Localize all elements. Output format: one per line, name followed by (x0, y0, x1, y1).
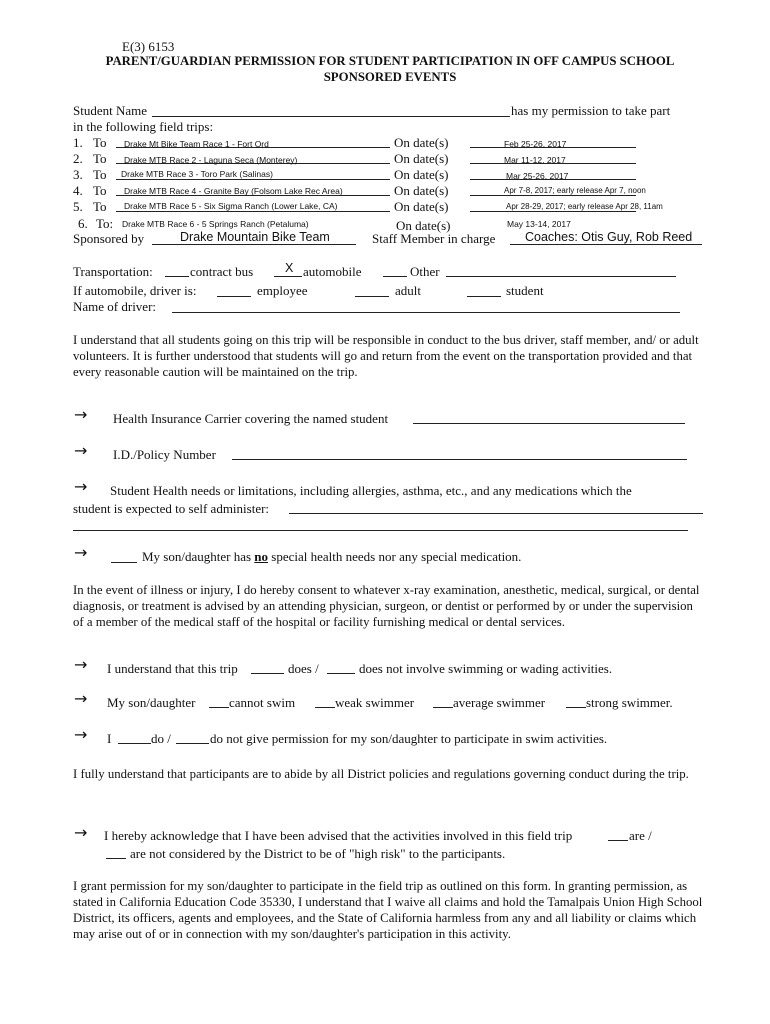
arrow-icon: → (74, 689, 88, 708)
high-risk-are-blank[interactable] (608, 831, 628, 841)
trip-destination: Drake MTB Race 2 - Laguna Seca (Monterey) (124, 155, 298, 165)
student-name-field[interactable] (152, 106, 510, 117)
title-line-2: SPONSORED EVENTS (323, 70, 457, 84)
employee-checkbox[interactable] (217, 287, 251, 297)
trip-to-label: To (93, 167, 107, 182)
trip-to-label: To: (96, 216, 114, 231)
high-risk-line-1: I hereby acknowledge that I have been advised that the activities involved in this field trip (104, 828, 573, 843)
no-health-needs-statement: My son/daughter has no special health needs nor any special medication. (142, 549, 522, 564)
trip-to-label: To (93, 199, 107, 214)
trip-num: 6. (78, 216, 88, 231)
cannot-swim-label: cannot swim (229, 695, 296, 710)
trip-to-label: To (93, 135, 107, 150)
automobile-mark: X (285, 261, 294, 275)
high-risk-are-not-blank[interactable] (106, 849, 126, 859)
consent-paragraph: In the event of illness or injury, I do hereby consent to whatever x-ray examination, anesthetic, medical, surgical, or dental diagnosis, or treatment is advised by an attending physician, surgeon, or dentist or performed by or under the supervision of a member of the medical staff of the hospital or facility furnishing medical or dental services. (73, 583, 700, 629)
automobile-label: automobile (303, 264, 362, 279)
trip-on-date-label: On date(s) (394, 135, 449, 150)
trip-num: 4. (73, 183, 83, 198)
trip-on-date-label: On date(s) (394, 199, 449, 214)
health-needs-line-1: Student Health needs or limitations, including allergies, asthma, etc., and any medications which the (110, 483, 632, 498)
arrow-icon: → (74, 543, 88, 562)
staff-label: Staff Member in charge (372, 231, 496, 246)
conduct-paragraph: I understand that all students going on this trip will be responsible in conduct to the bus driver, staff member, and/ or adult volunteers. It is further understood that students will go and return from the event on the transportation provided and that every reasonable caution will be maintained on the trip. (73, 333, 699, 379)
trip-date: Feb 25-26, 2017 (504, 139, 567, 149)
staff-value: Coaches: Otis Guy, Rob Reed (525, 230, 693, 244)
health-insurance-field[interactable] (413, 414, 685, 424)
trip-on-date-label: On date(s) (396, 218, 451, 233)
title-line-1: PARENT/GUARDIAN PERMISSION FOR STUDENT PARTICIPATION IN OFF CAMPUS SCHOOL (105, 54, 675, 68)
trip-num: 3. (73, 167, 83, 182)
student-name-label: Student Name (73, 103, 148, 118)
sponsored-by-value: Drake Mountain Bike Team (180, 230, 330, 244)
policy-number-field[interactable] (232, 450, 687, 460)
health-needs-field-continued[interactable] (73, 521, 688, 531)
student-checkbox[interactable] (467, 287, 501, 297)
contract-bus-checkbox[interactable] (165, 267, 189, 277)
other-checkbox[interactable] (383, 267, 407, 277)
permission-text: has my permission to take part (511, 103, 671, 118)
policies-paragraph: I fully understand that participants are to abide by all District policies and regulations governing conduct during the trip. (73, 767, 689, 781)
average-swimmer-checkbox[interactable] (433, 698, 453, 708)
swim-does-not-label: does not involve swimming or wading activities. (359, 661, 613, 676)
trip-on-date-label: On date(s) (394, 183, 449, 198)
student-label: student (506, 283, 544, 298)
trip-num: 5. (73, 199, 83, 214)
arrow-icon: → (74, 477, 88, 496)
swim-permission-i: I (107, 731, 112, 746)
trip-destination: Drake MTB Race 3 - Toro Park (Salinas) (121, 169, 273, 179)
high-risk-are-label: are / (629, 828, 652, 843)
arrow-icon: → (74, 725, 88, 744)
transportation-label: Transportation: (73, 264, 153, 279)
arrow-icon: → (74, 405, 88, 424)
swim-ability-label: My son/daughter (107, 695, 196, 710)
no-health-needs-checkbox[interactable] (111, 553, 137, 563)
high-risk-line-2: are not considered by the District to be of "high risk" to the participants. (130, 846, 506, 861)
strong-swimmer-label: strong swimmer. (586, 695, 673, 710)
swim-permission-do-not-label: do not give permission for my son/daughter to participate in swim activities. (210, 731, 608, 746)
field-trips-text: in the following field trips: (73, 119, 214, 134)
trip-date: Mar 25-26, 2017 (506, 171, 569, 181)
swim-permission-do-not-blank[interactable] (176, 734, 209, 744)
trip-date: May 13-14, 2017 (507, 219, 571, 229)
contract-bus-label: contract bus (190, 264, 254, 279)
driver-label: If automobile, driver is: (73, 283, 197, 298)
swim-activity-text: I understand that this trip (107, 661, 238, 676)
health-insurance-label: Health Insurance Carrier covering the named student (113, 411, 389, 426)
health-needs-field[interactable] (289, 504, 703, 514)
employee-label: employee (257, 283, 308, 298)
waiver-paragraph: I grant permission for my son/daughter to participate in the field trip as outlined on this form. In granting permission, as stated in California Education Code 35330, I understand that I waive all claims and hold the Tamalpais Union High School District, its officers, agents and employees, and the State of California harmless from any and all liability or claims which may arise out of or in connection with my son/daughter's participation in this activity. (73, 879, 703, 941)
swim-permission-do-label: do / (151, 731, 171, 746)
trip-to-label: To (93, 183, 107, 198)
swim-does-label: does / (288, 661, 319, 676)
trip-to-label: To (93, 151, 107, 166)
trip-destination: Drake Mt Bike Team Race 1 - Fort Ord (124, 139, 269, 149)
health-needs-line-2: student is expected to self administer: (73, 501, 270, 516)
form-code: E(3) 6153 (122, 39, 175, 54)
swim-does-blank[interactable] (251, 664, 284, 674)
adult-label: adult (395, 283, 421, 298)
driver-name-field[interactable] (172, 303, 680, 313)
strong-swimmer-checkbox[interactable] (566, 698, 586, 708)
arrow-icon: → (74, 823, 88, 842)
average-swimmer-label: average swimmer (453, 695, 546, 710)
weak-swimmer-checkbox[interactable] (315, 698, 335, 708)
trip-date: Apr 28-29, 2017; early release Apr 28, 11am (506, 202, 663, 211)
weak-swimmer-label: weak swimmer (335, 695, 415, 710)
trip-date: Mar 11-12, 2017 (504, 155, 566, 165)
driver-name-label: Name of driver: (73, 299, 157, 314)
swim-does-not-blank[interactable] (327, 664, 355, 674)
trip-num: 2. (73, 151, 83, 166)
other-label: Other (410, 264, 440, 279)
trip-destination: Drake MTB Race 5 - Six Sigma Ranch (Lower Lake, CA) (124, 201, 338, 211)
trip-destination: Drake MTB Race 4 - Granite Bay (Folsom Lake Rec Area) (124, 186, 343, 196)
sponsored-by-label: Sponsored by (73, 231, 145, 246)
trip-on-date-label: On date(s) (394, 167, 449, 182)
trip-num: 1. (73, 135, 83, 150)
policy-number-label: I.D./Policy Number (113, 447, 216, 462)
trip-date: Apr 7-8, 2017; early release Apr 7, noon (504, 186, 646, 195)
other-field[interactable] (446, 267, 676, 277)
arrow-icon: → (74, 655, 88, 674)
arrow-icon: → (74, 441, 88, 460)
adult-checkbox[interactable] (355, 287, 389, 297)
cannot-swim-checkbox[interactable] (209, 698, 229, 708)
swim-permission-do-blank[interactable] (118, 734, 151, 744)
trip-on-date-label: On date(s) (394, 151, 449, 166)
trip-destination: Drake MTB Race 6 - 5 Springs Ranch (Petaluma) (122, 219, 309, 229)
